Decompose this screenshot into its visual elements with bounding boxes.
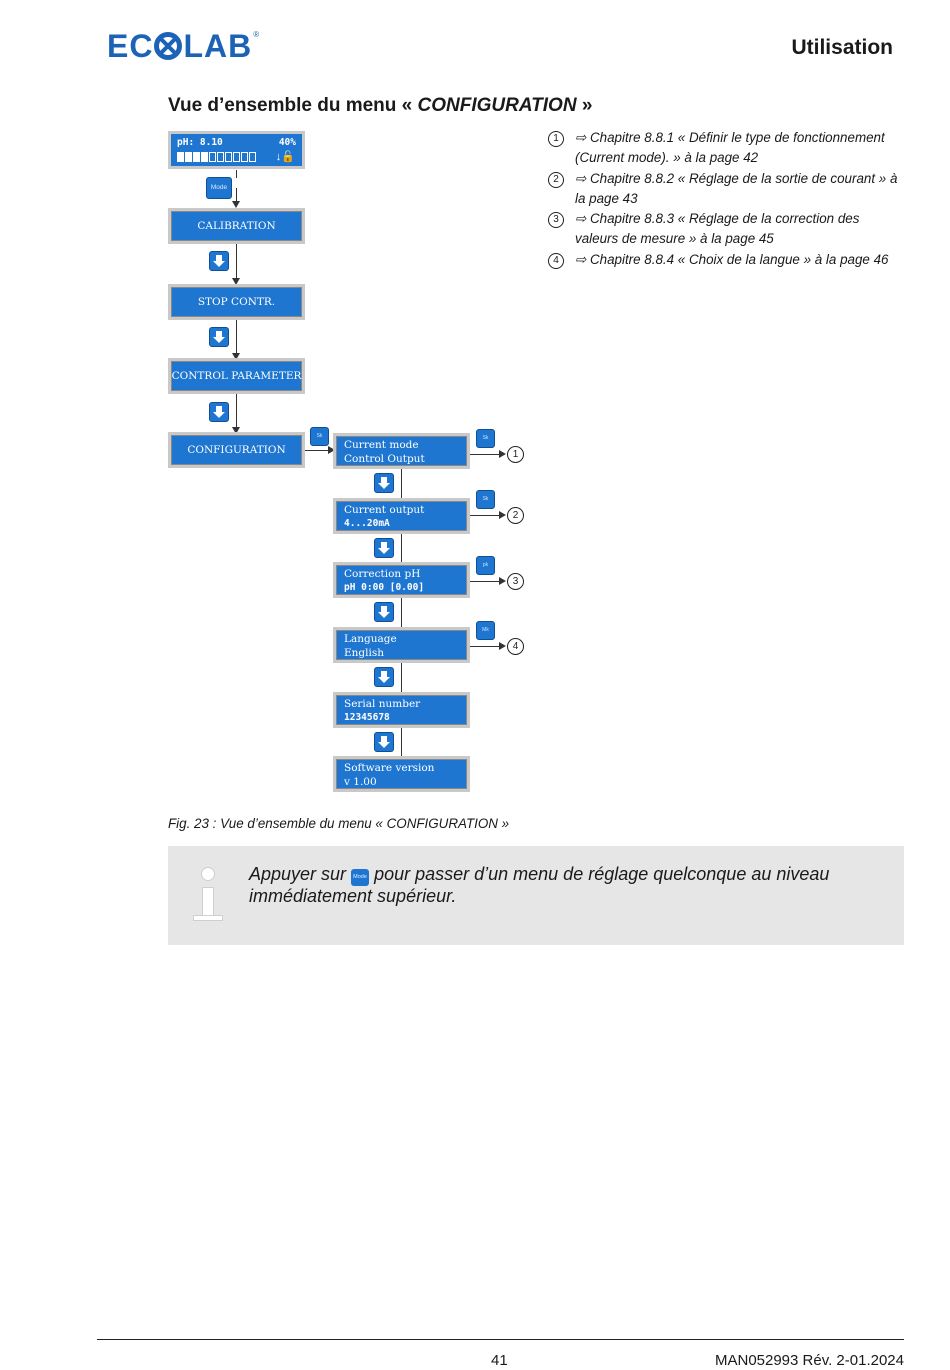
marker-3: 3 (548, 212, 564, 228)
percent-readout: 40% (278, 137, 296, 148)
down-arrow-icon[interactable] (374, 667, 394, 687)
submenu-current-mode[interactable]: Current mode Control Output (333, 433, 470, 469)
submenu-serial-number[interactable]: Serial number 12345678 (333, 692, 470, 728)
menu-calibration[interactable]: CALIBRATION (168, 208, 305, 244)
document-reference: MAN052993 Rév. 2-01.2024 (714, 1352, 904, 1369)
status-display (168, 131, 305, 169)
info-note (168, 846, 904, 945)
enter-button-icon[interactable]: pk (476, 556, 495, 575)
ecolab-logo: EC LAB ® (107, 28, 260, 64)
enter-button-icon[interactable]: Sk (476, 490, 495, 509)
mode-button-icon: Mode (351, 869, 369, 886)
menu-configuration[interactable]: CONFIGURATION (168, 432, 305, 468)
marker-4: 4 (507, 638, 524, 655)
marker-4: 4 (548, 253, 564, 269)
submenu-current-output[interactable]: Current output 4...20mA (333, 498, 470, 534)
marker-1: 1 (507, 446, 524, 463)
submenu-language[interactable]: Language English (333, 627, 470, 663)
down-arrow-icon[interactable] (209, 251, 229, 271)
menu-stop-contr[interactable]: STOP CONTR. (168, 284, 305, 320)
reference-item[interactable]: 2 ⇨ Chapitre 8.8.2 « Réglage de la sortie de courant » à la page 43 (548, 169, 898, 210)
reference-item[interactable]: 1 ⇨ Chapitre 8.8.1 « Définir le type de fonctionnement (Current mode). » à la page 42 (548, 128, 898, 169)
figure-caption: Fig. 23 : Vue d’ensemble du menu « CONFIGURATION » (168, 816, 510, 831)
unlock-icon: ↓🔓 (275, 151, 295, 163)
reference-list (548, 128, 898, 270)
submenu-software-version[interactable]: Software version v 1.00 (333, 756, 470, 792)
submenu-correction-ph[interactable]: Correction pH pH 0:00 [0.00] (333, 562, 470, 598)
logo-o-icon (154, 32, 182, 60)
level-bar (177, 152, 256, 162)
note-text: Appuyer sur Mode pour passer d’un menu de réglage quelconque au niveau immédiatement supérieur. (249, 864, 830, 906)
menu-control-parameter[interactable]: CONTROL PARAMETER (168, 358, 305, 394)
ph-readout: pH: 8.10 (177, 137, 223, 148)
down-arrow-icon[interactable] (374, 538, 394, 558)
footer-divider (97, 1339, 904, 1340)
info-icon (192, 867, 224, 922)
enter-button-icon[interactable]: Sk (310, 427, 329, 446)
reference-item[interactable]: 4 ⇨ Chapitre 8.8.4 « Choix de la langue » à la page 46 (548, 250, 898, 270)
marker-3: 3 (507, 573, 524, 590)
down-arrow-icon[interactable] (374, 732, 394, 752)
enter-button-icon[interactable]: Sk (476, 429, 495, 448)
enter-button-icon[interactable]: Mk (476, 621, 495, 640)
reference-item[interactable]: 3 ⇨ Chapitre 8.8.3 « Réglage de la correction des valeurs de mesure » à la page 45 (548, 209, 898, 250)
menu-diagram (165, 128, 535, 798)
marker-1: 1 (548, 131, 564, 147)
page-number: 41 (491, 1352, 508, 1369)
down-arrow-icon[interactable] (209, 402, 229, 422)
marker-2: 2 (548, 172, 564, 188)
section-title: Utilisation (791, 36, 893, 59)
mode-button[interactable]: Mode (206, 177, 232, 199)
menu-heading: Vue d’ensemble du menu « CONFIGURATION » (168, 95, 593, 116)
marker-2: 2 (507, 507, 524, 524)
down-arrow-icon[interactable] (209, 327, 229, 347)
down-arrow-icon[interactable] (374, 602, 394, 622)
down-arrow-icon[interactable] (374, 473, 394, 493)
